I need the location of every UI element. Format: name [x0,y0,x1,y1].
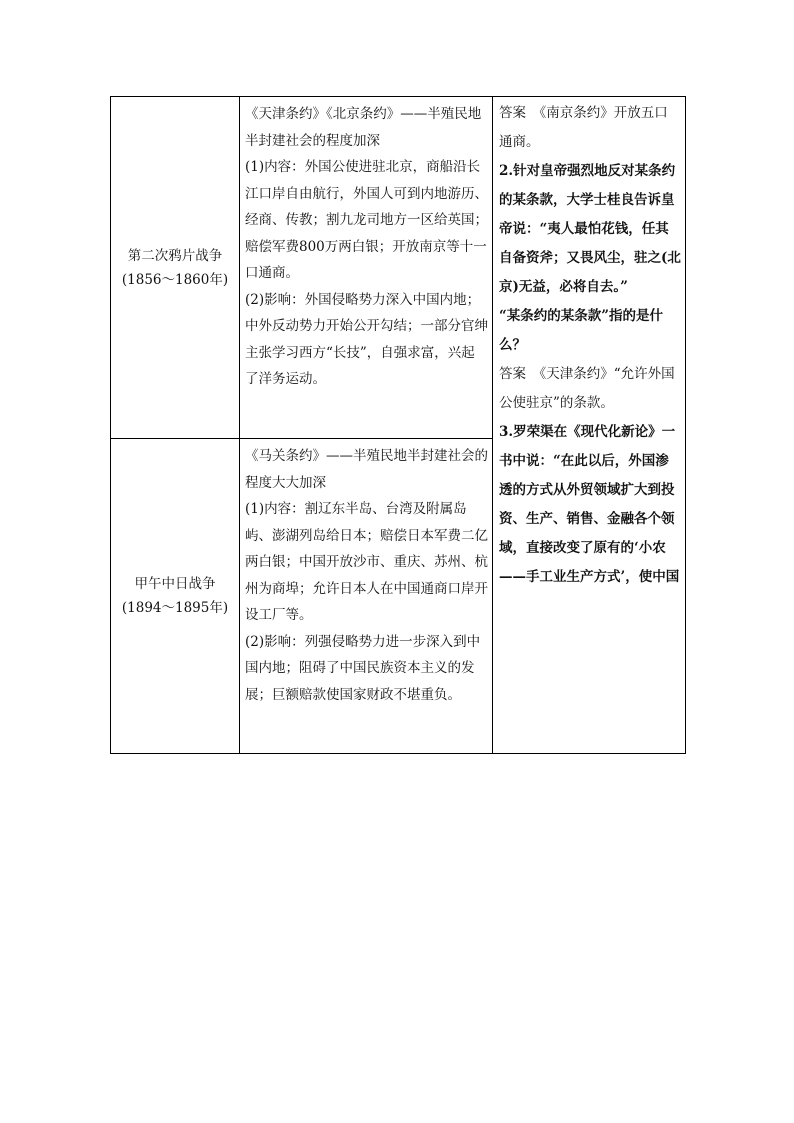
event-years: (1894～1895年) [121,600,229,616]
event-years: (1856～1860年) [121,271,229,288]
treaty-terms: (1)内容：割辽东半岛、台湾及附属岛屿、澎湖列岛给日本；赔偿日本军费二亿两白银；中国开放沙市、重庆、苏州、杭州为商埠；允许日本人在中国通商口岸开设工厂等。 [245,501,488,623]
event-name: 第二次鸦片战争 [127,247,223,264]
question-2: 2.针对皇帝强烈地反对某条约的某条款，大学士桂良告诉皇帝说：“夷人最怕花钱，任其自备资斧；又畏风尘，驻之(北京)无益，必将自去。” [499,163,681,295]
history-table [110,96,686,754]
content-cell-1 [240,97,493,439]
content-cell-2 [240,439,493,754]
event-cell-2 [111,439,240,754]
answer-2: 答案 《天津条约》“允许外国公使驻京”的条款。 [499,366,675,411]
treaty-terms: (1)内容：外国公使进驻北京，商船沿长江口岸自由航行，外国人可到内地游历、经商、传教；割九龙司地方一区给英国；赔偿军费800万两白银；开放南京等十一口通商。 [245,159,488,281]
treaty-impact: (2)影响：外国侵略势力深入中国内地；中外反动势力开始公开勾结；一部分官绅主张学习西方“长技”，自强求富，兴起了洋务运动。 [245,291,488,387]
treaty-impact: (2)影响：列强侵略势力进一步深入到中国内地；阻碍了中国民族资本主义的发展；巨额赔款使国家财政不堪重负。 [245,633,481,703]
answer-1: 答案 《南京条约》开放五口通商。 [499,105,668,150]
question-3: 3.罗荣渠在《现代化新论》一书中说：“在此以后，外国渗透的方式从外贸领域扩大到投资、生产、销售、金融各个领域，直接改变了原有的‘小农——手工业生产方式’，使中国 [499,424,680,585]
question-2-ask: “某条约的某条款”指的是什么？ [499,308,664,353]
treaty-heading: 《天津条约》《北京条约》——半殖民地半封建社会的程度加深 [245,106,482,149]
treaty-heading: 《马关条约》——半殖民地半封建社会的程度大大加深 [245,448,488,491]
answer-cell [493,97,686,754]
event-name: 甲午中日战争 [134,576,216,592]
event-cell-1 [111,97,240,439]
table-row [111,97,686,439]
